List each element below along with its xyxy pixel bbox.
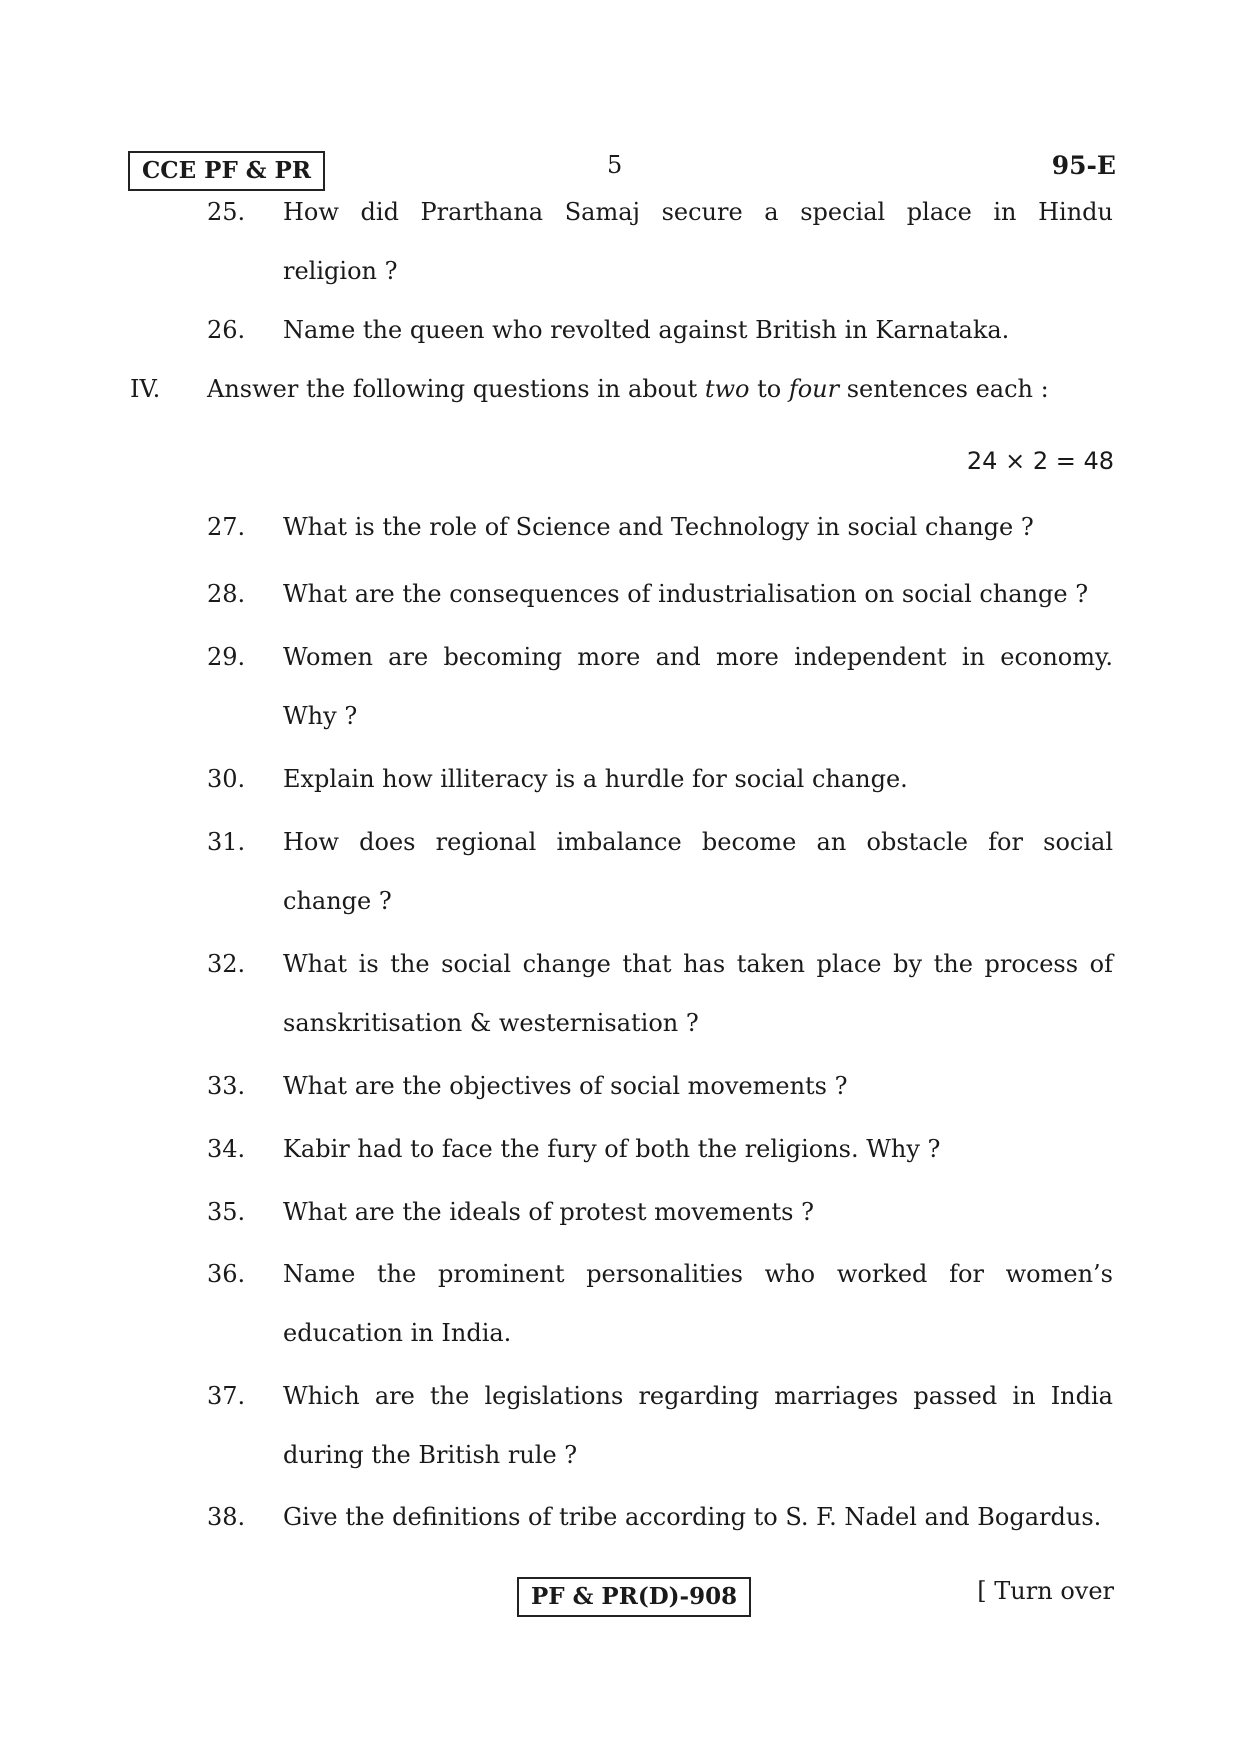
turn-over-note: [ Turn over — [977, 1577, 1114, 1605]
question-text: Name the queen who revolted against British in Karnataka. — [283, 316, 1010, 344]
question-number: 33. — [207, 1072, 246, 1100]
section-number: IV. — [130, 375, 161, 403]
question-text: Explain how illiteracy is a hurdle for social change. — [283, 765, 908, 793]
paper-code: 95-E — [1051, 151, 1116, 180]
question-text: What are the objectives of social movements ? — [283, 1072, 848, 1100]
question-number: 25. — [207, 198, 246, 226]
question-text: What are the consequences of industrialisation on social change ? — [283, 580, 1089, 608]
question-number: 38. — [207, 1503, 246, 1531]
question-number: 35. — [207, 1198, 246, 1226]
question-text: Give the definitions of tribe according to S. F. Nadel and Bogardus. — [283, 1503, 1102, 1531]
question-text-cont: change ? — [283, 887, 392, 915]
question-text: What is the social change that has taken place by the process of — [283, 950, 1113, 978]
question-text-cont: sanskritisation & westernisation ? — [283, 1009, 699, 1037]
question-text: How did Prarthana Samaj secure a special place in Hindu — [283, 198, 1113, 226]
instr-part: Answer the following questions in about — [207, 375, 705, 403]
question-number: 34. — [207, 1135, 246, 1163]
exam-code-box: CCE PF & PR — [128, 151, 325, 191]
question-number: 26. — [207, 316, 246, 344]
question-number: 36. — [207, 1260, 246, 1288]
question-text-cont: Why ? — [283, 702, 358, 730]
question-number: 29. — [207, 643, 246, 671]
instr-em: four — [788, 375, 840, 403]
question-text: What are the ideals of protest movements ? — [283, 1198, 814, 1226]
question-text-cont: during the British rule ? — [283, 1441, 578, 1469]
footer-paper-code-box: PF & PR(D)-908 — [517, 1577, 751, 1617]
question-number: 28. — [207, 580, 246, 608]
question-text: How does regional imbalance become an obstacle for social — [283, 828, 1113, 856]
question-text-cont: education in India. — [283, 1319, 512, 1347]
page-number: 5 — [607, 151, 623, 179]
question-text: What is the role of Science and Technology in social change ? — [283, 513, 1034, 541]
question-text: Name the prominent personalities who worked for women’s — [283, 1260, 1113, 1288]
instr-em: two — [704, 375, 750, 403]
instr-part: to — [749, 375, 789, 403]
question-text-cont: religion ? — [283, 257, 398, 285]
question-number: 37. — [207, 1382, 246, 1410]
question-text: Which are the legislations regarding marriages passed in India — [283, 1382, 1113, 1410]
question-number: 31. — [207, 828, 246, 856]
question-text: Women are becoming more and more independent in economy. — [283, 643, 1113, 671]
question-text: Kabir had to face the fury of both the religions. Why ? — [283, 1135, 941, 1163]
question-number: 30. — [207, 765, 246, 793]
section-instruction — [207, 375, 1107, 403]
question-number: 27. — [207, 513, 246, 541]
instr-part: sentences each : — [839, 375, 1049, 403]
question-number: 32. — [207, 950, 246, 978]
section-marks: 24 × 2 = 48 — [966, 447, 1114, 475]
